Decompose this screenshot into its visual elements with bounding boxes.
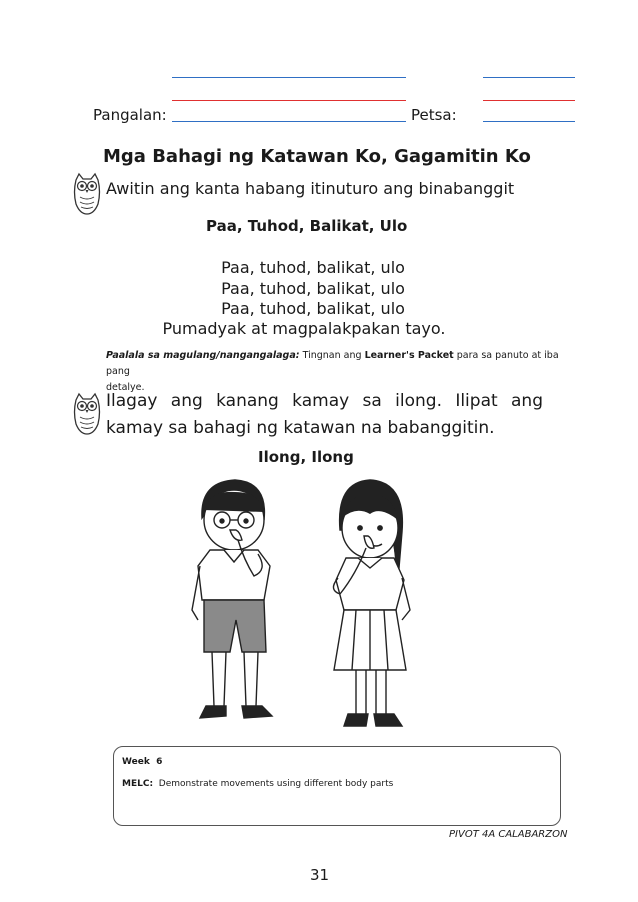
date-field-line[interactable] [483,121,575,122]
week-info-box [113,746,561,826]
name-guide-mid-line [172,100,406,101]
song2-title: Ilong, Ilong [258,448,354,466]
girl-figure [333,480,410,726]
parent-note-text-2: para sa panuto at iba pang [106,350,559,377]
boy-figure [192,480,272,718]
section1-instruction: Awitin ang kanta habang itinuturo ang binabanggit [106,179,515,198]
owl-icon [72,392,102,436]
name-guide-top-line [172,77,406,78]
parent-note-bold: Learner's Packet [364,350,454,361]
week-label-text: Week [122,757,150,767]
parent-note-line2: detalye. [106,382,145,393]
section2-instruction-line2: kamay sa bahagi ng katawan na babanggitin. [106,418,495,438]
section2-instruction-line1: Ilagay ang kanang kamay sa ilong. Ilipat ang [106,391,543,411]
lyric-line: Paa, tuhod, balikat, ulo [221,299,405,318]
melc-text: Demonstrate movements using different body parts [158,779,394,789]
song1-title: Paa, Tuhod, Balikat, Ulo [206,217,408,235]
children-illustration [180,470,440,744]
page-title: Mga Bahagi ng Katawan Ko, Gagamitin Ko [103,146,531,167]
melc-line [122,779,393,789]
parent-note-label: Paalala sa magulang/nangangalaga: [106,350,300,361]
week-number: 6 [156,757,163,767]
week-label [122,757,162,767]
publisher-footer: PIVOT 4A CALABARZON [449,829,568,840]
lyric-line: Paa, tuhod, balikat, ulo [221,258,405,277]
parent-note [106,348,576,396]
lyric-line: Pumadyak at magpalakpakan tayo. [162,319,446,338]
name-label: Pangalan: [93,106,167,124]
date-guide-top-line [483,77,575,78]
page-number: 31 [310,866,330,884]
parent-note-text: Tingnan ang [299,350,365,361]
melc-label: MELC: [122,779,154,789]
date-label: Petsa: [411,106,457,124]
name-field-line[interactable] [172,121,406,122]
lyric-line: Paa, tuhod, balikat, ulo [221,279,405,298]
date-guide-mid-line [483,100,575,101]
owl-icon [72,172,102,216]
